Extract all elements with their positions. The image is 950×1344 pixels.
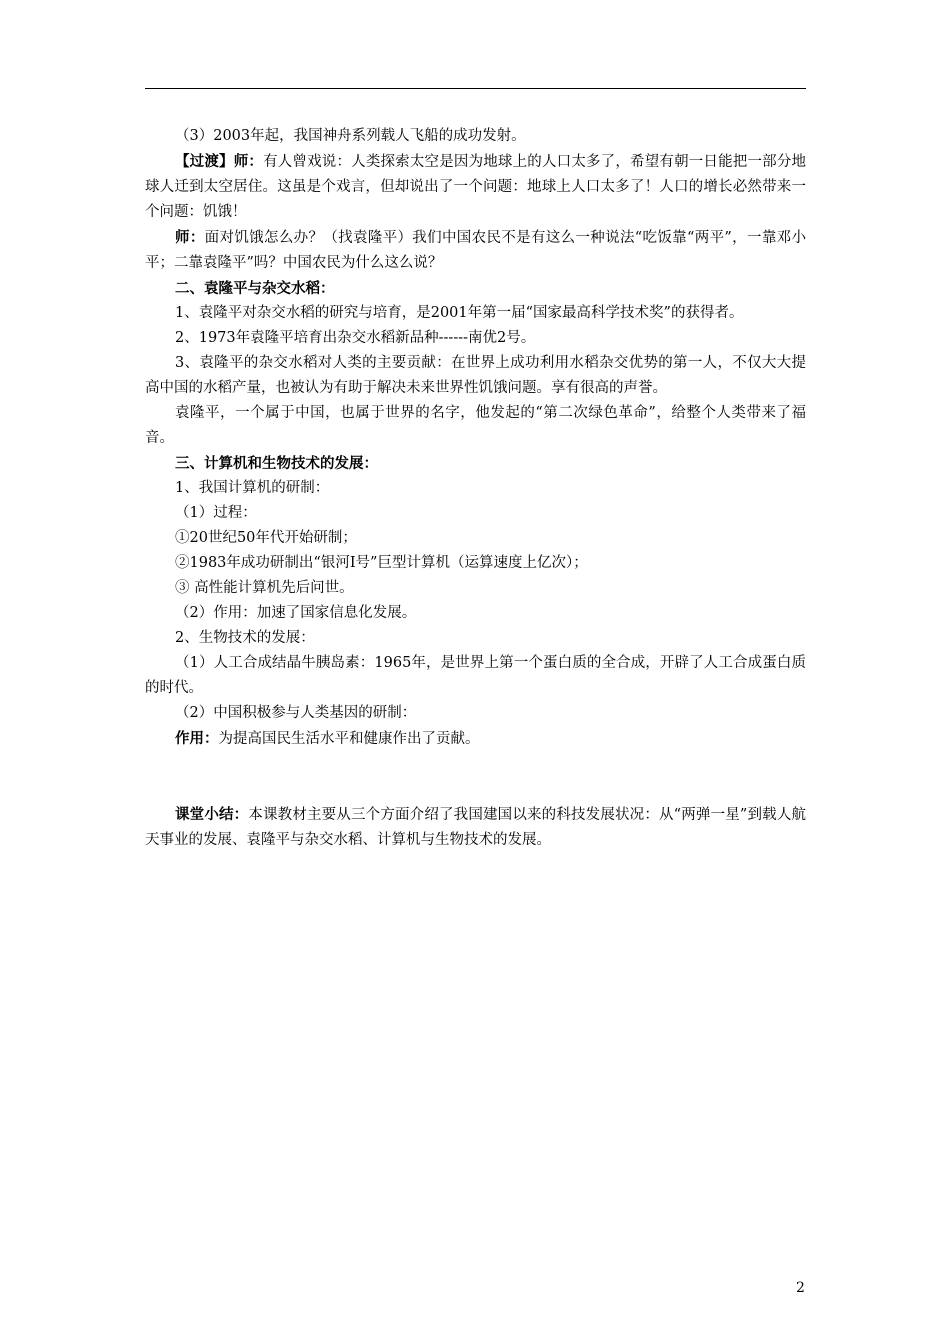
paragraph: 2、1973年袁隆平培育出杂交水稻新品种------南优2号。: [175, 330, 536, 346]
header-rule: [145, 88, 806, 89]
paragraph: （2）中国积极参与人类基因的研制：: [175, 705, 417, 721]
paragraph-text: 为提高国民生活水平和健康作出了贡献。: [218, 731, 480, 747]
page-number: 2: [796, 1280, 805, 1296]
document-body: [145, 124, 806, 853]
bold-label: 课堂小结：: [175, 806, 249, 823]
paragraph: ③ 高性能计算机先后问世。: [175, 580, 354, 596]
paragraph: （1）过程：: [175, 505, 257, 521]
paragraph: 2、生物技术的发展：: [175, 630, 315, 646]
bold-label: 【过渡】师：: [175, 153, 264, 170]
section-heading: 二、袁隆平与杂交水稻：: [175, 280, 335, 297]
paragraph: [145, 149, 806, 225]
summary-paragraph: [145, 802, 806, 853]
paragraph: 1、我国计算机的研制：: [175, 480, 330, 496]
paragraph: ①20世纪50年代开始研制；: [175, 530, 357, 546]
paragraph: 3、袁隆平的杂交水稻对人类的主要贡献：在世界上成功利用水稻杂交优势的第一人，不仅大大提高中国的水稻产量，也被认为有助于解决未来世界性饥饿问题。享有很高的声誉。: [145, 355, 806, 396]
bold-label: 作用：: [175, 730, 219, 747]
paragraph: 1、袁隆平对杂交水稻的研究与培育，是2001年第一届“国家最高科学技术奖”的获得者。: [175, 305, 744, 321]
bold-label: 师：: [175, 229, 205, 246]
paragraph-text: 本课教材主要从三个方面介绍了我国建国以来的科技发展状况：从“两弹一星”到载人航天事业的发展、袁隆平与杂交水稻、计算机与生物技术的发展。: [145, 807, 807, 848]
paragraph: （2）作用：加速了国家信息化发展。: [175, 605, 417, 621]
paragraph-text: 有人曾戏说：人类探索太空是因为地球上的人口太多了，希望有朝一日能把一部分地球人迁到太空居住。这虽是个戏言，但却说出了一个问题：地球上人口太多了！人口的增长必然带来一个问题：饥饿！: [145, 154, 807, 220]
paragraph: （1）人工合成结晶牛胰岛素：1965年，是世界上第一个蛋白质的全合成，开辟了人工合成蛋白质的时代。: [145, 655, 806, 696]
paragraph: [145, 726, 806, 752]
section-heading: 三、计算机和生物技术的发展：: [175, 455, 378, 472]
paragraph: [145, 225, 806, 276]
paragraph: ②1983年成功研制出“银河Ⅰ号”巨型计算机（运算速度上亿次）；: [175, 555, 588, 571]
paragraph-text: 面对饥饿怎么办？（找袁隆平）我们中国农民不是有这么一种说法“吃饭靠“两平”，一靠邓小平；二靠袁隆平”吗？中国农民为什么这么说？: [145, 230, 806, 271]
paragraph: （3）2003年起，我国神舟系列载人飞船的成功发射。: [175, 128, 526, 144]
paragraph: 袁隆平，一个属于中国，也属于世界的名字，他发起的“第二次绿色革命”，给整个人类带来了福音。: [145, 405, 806, 446]
spacer: [145, 752, 806, 802]
